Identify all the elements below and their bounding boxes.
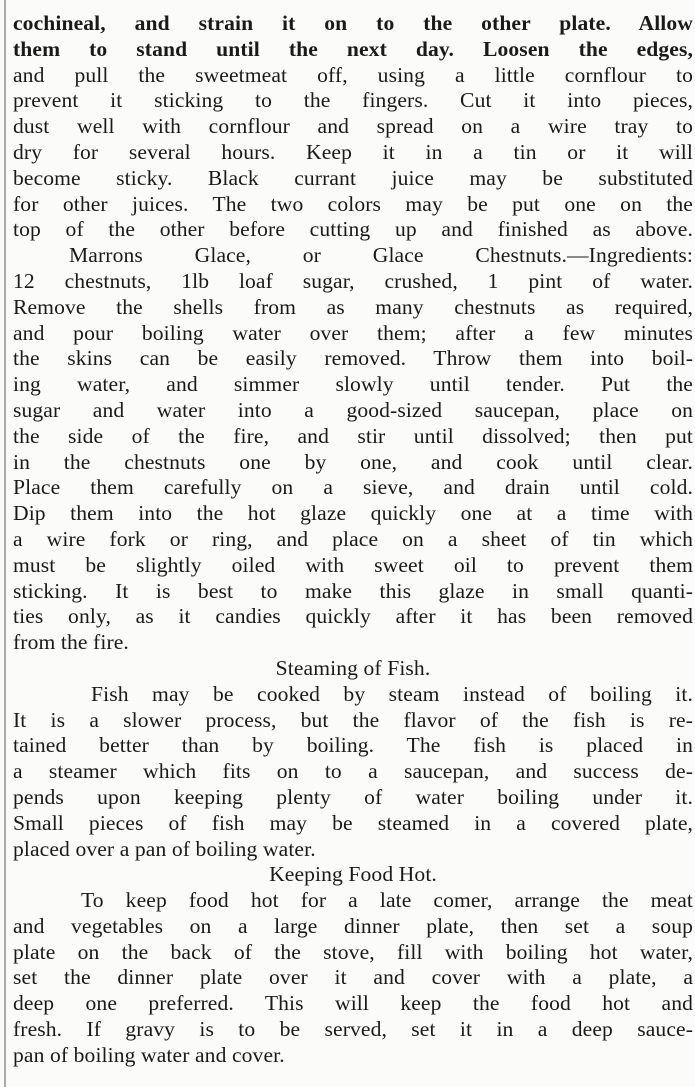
text-line: To keep food hot for a late comer, arrange the meat — [81, 888, 693, 913]
text-line: a steamer which fits on to a saucepan, and success de- — [13, 759, 693, 784]
text-line: plate on the back of the stove, fill with boiling hot water, — [13, 939, 693, 964]
text-line: must be slightly oiled with sweet oil to prevent them — [13, 552, 693, 577]
text-line: Small pieces of fish may be steamed in a covered plate, — [13, 810, 693, 835]
text-line: Dip them into the hot glaze quickly one at a time with — [13, 501, 693, 526]
text-line: ing water, and simmer slowly until tender. Put the — [13, 372, 693, 397]
text-line: prevent it sticking to the fingers. Cut it into pieces, — [13, 88, 693, 113]
text-line: a wire fork or ring, and place on a sheet of tin which — [13, 526, 693, 551]
text-line: and vegetables on a large dinner plate, then set a soup — [13, 913, 693, 938]
text-line: 12 chestnuts, 1lb loaf sugar, crushed, 1 pint of water. — [13, 268, 693, 293]
text-line: them to stand until the next day. Loosen the edges, — [13, 36, 693, 61]
text-line: It is a slower process, but the flavor of the fish is re- — [13, 707, 693, 732]
text-line: dust well with cornflour and spread on a wire tray to — [13, 114, 693, 139]
column-rule — [4, 0, 6, 1087]
text-line: top of the other before cutting up and finished as above. — [13, 217, 693, 242]
text-line: the skins can be easily removed. Throw them into boil- — [13, 346, 693, 371]
text-line: ties only, as it candies quickly after it has been removed — [13, 604, 693, 629]
text-line: pan of boiling water and cover. — [13, 1042, 285, 1067]
marrons-glace-paragraph — [13, 243, 693, 656]
keeping-paragraph — [13, 888, 693, 1069]
text-line: Remove the shells from as many chestnuts as required, — [13, 294, 693, 319]
text-line: dry for several hours. Keep it in a tin or it will — [13, 139, 693, 164]
text-line: fresh. If gravy is to be served, set it in a deep sauce- — [13, 1017, 693, 1042]
text-line: and pull the sweetmeat off, using a little cornflour to — [13, 62, 693, 87]
steaming-paragraph — [13, 682, 693, 863]
text-line: sugar and water into a good-sized saucepan, place on — [13, 397, 693, 422]
text-column — [13, 11, 693, 1069]
section-heading-steaming: Steaming of Fish. — [275, 655, 431, 680]
text-line: become sticky. Black currant juice may be substituted — [13, 165, 693, 190]
sweetmeat-paragraph — [13, 11, 693, 243]
text-line: the side of the fire, and stir until dissolved; then put — [13, 423, 693, 448]
text-line: and pour boiling water over them; after a few minutes — [13, 320, 693, 345]
text-line: sticking. It is best to make this glaze in small quanti- — [13, 578, 693, 603]
text-line: set the dinner plate over it and cover with a plate, a — [13, 965, 693, 990]
text-line: placed over a pan of boiling water. — [13, 836, 316, 861]
text-line: Marrons Glace, or Glace Chestnuts.—Ingredients: — [69, 243, 693, 268]
text-line: tained better than by boiling. The fish is placed in — [13, 733, 693, 758]
text-line: from the fire. — [13, 630, 129, 655]
text-line: Fish may be cooked by steam instead of boiling it. — [91, 681, 693, 706]
text-line: cochineal, and strain it on to the other plate. Allow — [13, 11, 693, 35]
text-line: deep one preferred. This will keep the food hot and — [13, 991, 693, 1016]
text-line: for other juices. The two colors may be put one on the — [13, 191, 693, 216]
text-line: in the chestnuts one by one, and cook until clear. — [13, 449, 693, 474]
text-line: pends upon keeping plenty of water boiling under it. — [13, 784, 693, 809]
section-heading-keeping: Keeping Food Hot. — [269, 862, 437, 887]
text-line: Place them carefully on a sieve, and drain until cold. — [13, 475, 693, 500]
